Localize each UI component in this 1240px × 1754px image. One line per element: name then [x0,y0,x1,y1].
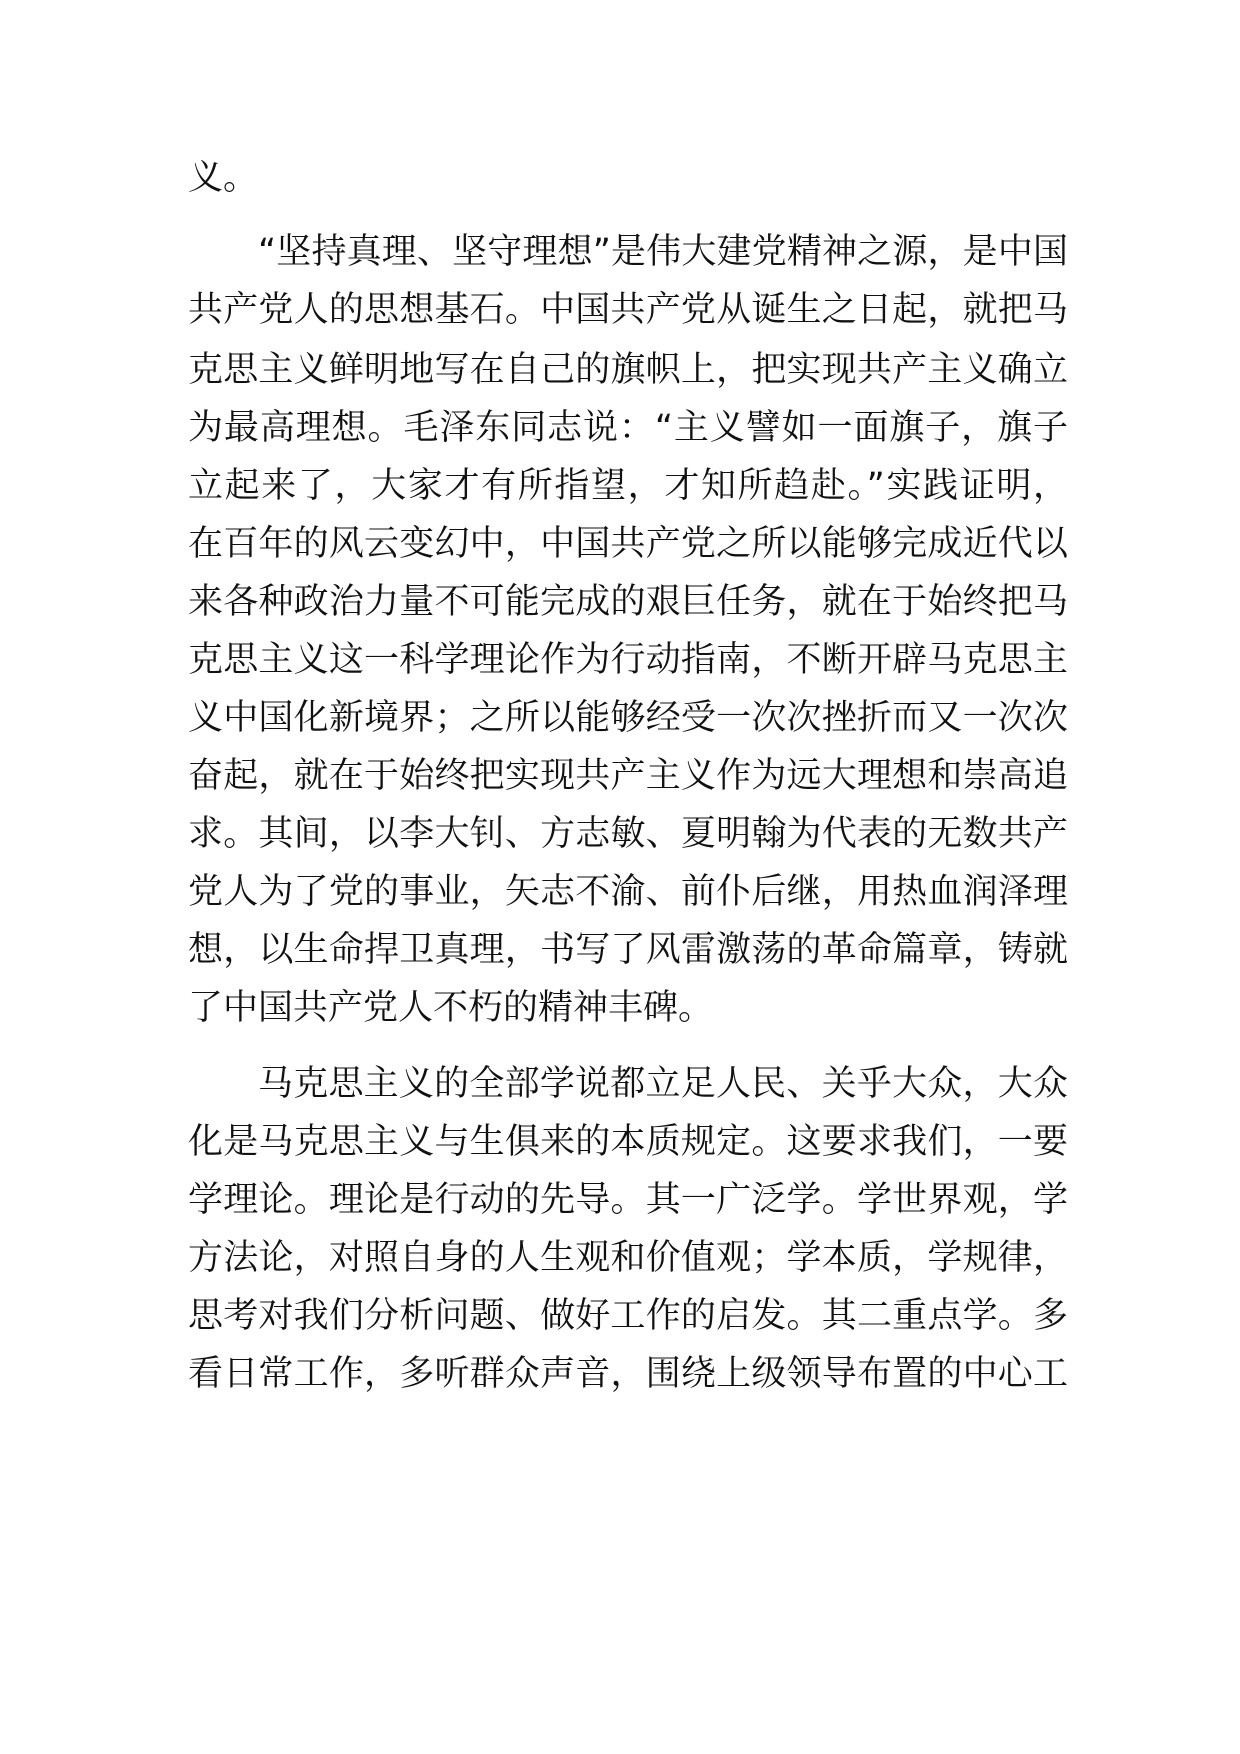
paragraph-line: 化是马克思主义与生俱来的本质规定。这要求我们，一要 [188,1122,1068,1162]
paragraph-line: 奋起，就在于始终把实现共产主义作为远大理想和崇高追 [188,756,1068,796]
paragraph-line: 共产党人的思想基石。中国共产党从诞生之日起，就把马 [188,290,1068,330]
paragraph-line: 想，以生命捍卫真理，书写了风雷激荡的革命篇章，铸就 [188,930,1068,970]
paragraph-line: 学理论。理论是行动的先导。其一广泛学。学世界观，学 [188,1180,1068,1220]
paragraph-line: 了中国共产党人不朽的精神丰碑。 [188,988,714,1028]
paragraph-line: 马克思主义的全部学说都立足人民、关乎大众，大众 [258,1064,1068,1104]
paragraph-line: 克思主义这一科学理论作为行动指南，不断开辟马克思主 [188,640,1068,680]
paragraph-line: 看日常工作，多听群众声音，围绕上级领导布置的中心工 [188,1354,1068,1394]
paragraph-line: 义。 [188,158,259,198]
paragraph-line: 思考对我们分析问题、做好工作的启发。其二重点学。多 [188,1296,1068,1336]
paragraph-line: 在百年的风云变幻中，中国共产党之所以能够完成近代以 [188,524,1068,564]
paragraph-line: 方法论，对照自身的人生观和价值观；学本质，学规律， [188,1238,1068,1278]
paragraph-line: 来各种政治力量不可能完成的艰巨任务，就在于始终把马 [188,582,1068,622]
paragraph-line: 求。其间，以李大钊、方志敏、夏明翰为代表的无数共产 [188,814,1068,854]
paragraph-line: 克思主义鲜明地写在自己的旗帜上，把实现共产主义确立 [188,350,1068,390]
paragraph-line: 立起来了，大家才有所指望，才知所趋赴。”实践证明， [188,466,1068,506]
paragraph-line: 义中国化新境界；之所以能够经受一次次挫折而又一次次 [188,698,1068,738]
paragraph-line: “坚持真理、坚守理想”是伟大建党精神之源，是中国 [258,232,1068,272]
paragraph-line: 党人为了党的事业，矢志不渝、前仆后继，用热血润泽理 [188,872,1068,912]
paragraph-line: 为最高理想。毛泽东同志说：“主义譬如一面旗子，旗子 [188,408,1068,448]
